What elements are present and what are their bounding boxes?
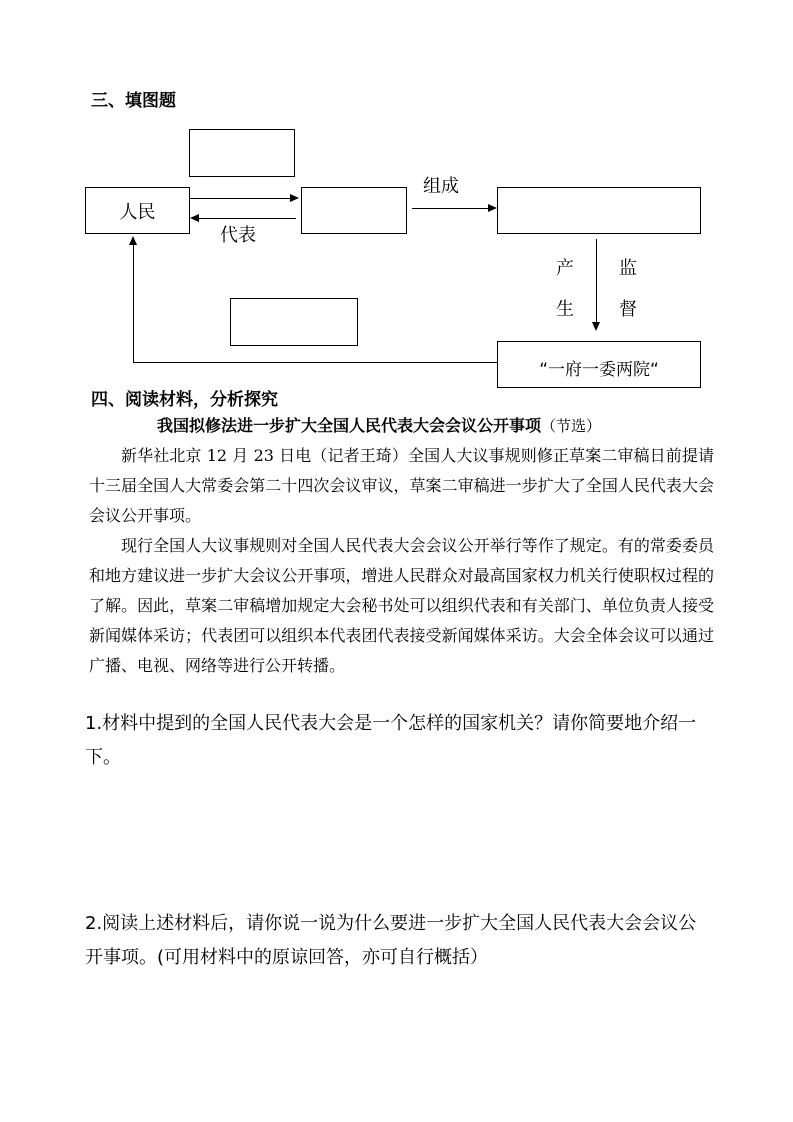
represent-label: 代表 [220,225,256,246]
arrow-produce-line [596,239,597,323]
supervise-label-1: 监 [619,258,637,279]
arrow-people-to-middle-line [190,198,290,199]
people-label: 人民 [119,202,156,223]
arrow-head-up-icon [129,236,137,245]
arrow-head-down-icon [592,322,600,331]
section-4-heading: 四、阅读材料，分析探究 [91,390,278,410]
people-box [85,187,190,234]
question-2: 2.阅读上述材料后，请你说一说为什么要进一步扩大全国人民代表大会会议公开事项。(可用材料中的原谅回答，亦可自行概括） [85,913,697,968]
supervise-label-2: 督 [619,299,637,320]
blank-box-middle[interactable] [301,187,407,234]
blank-box-top[interactable] [189,129,295,177]
gov-bodies-label: “一府一委两院“ [539,360,659,380]
section-3-heading: 三、填图题 [91,91,176,111]
question-1: 1.材料中提到的全国人民代表大会是一个怎样的国家机关？请你简要地介绍一下。 [85,713,697,768]
article-paragraph-1: 新华社北京 12 月 23 日电（记者王琦）全国人大议事规则修正草案二审稿日前提请十三届全国人大常委会第二十四次会议审议，草案二审稿进一步扩大了全国人民代表大会会议公开事项。 [89,446,714,525]
gov-bodies-box [497,341,701,388]
return-line-horizontal [133,362,497,363]
article-title-text: 我国拟修法进一步扩大全国人民代表大会会议公开事项 [157,416,542,435]
produce-label-1: 产 [556,258,574,279]
arrow-middle-to-people-line [198,218,296,219]
produce-label-2: 生 [556,299,574,320]
article-title-note: （节选） [541,417,602,435]
arrow-compose-line [412,208,489,209]
arrow-head-right-icon [290,194,299,202]
arrow-head-right-icon [488,204,497,212]
article-title [157,413,601,436]
compose-label: 组成 [423,176,459,197]
blank-box-right[interactable] [497,187,701,234]
article-paragraph-2: 现行全国人大议事规则对全国人民代表大会会议公开举行等作了规定。有的常委委员和地方建议进一步扩大会议公开事项，增进人民群众对最高国家权力机关行使职权过程的了解。因此，草案二审稿增加规定大会秘书处可以组织代表和有关部门、单位负责人接受新闻媒体采访；代表团可以组织本代表团代表接受新闻媒体采访。大会全体会议可以通过广播、电视、网络等进行公开转播。 [89,536,714,675]
return-line-vertical [133,245,134,363]
arrow-head-left-icon [190,214,199,222]
blank-box-lower[interactable] [230,298,358,346]
